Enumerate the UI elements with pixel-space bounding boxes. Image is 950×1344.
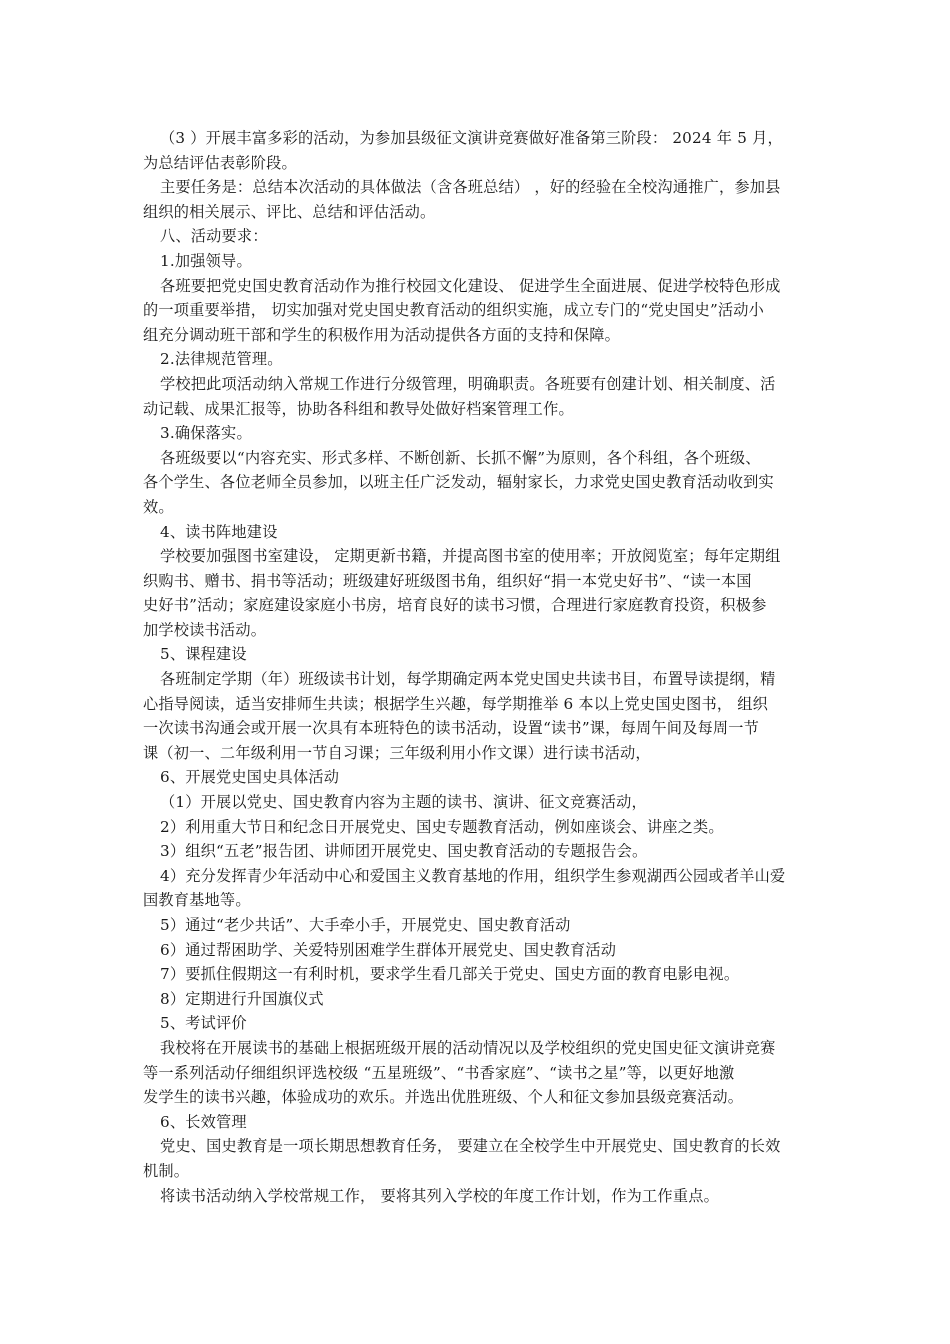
text-line: （1）开展以党史、国史教育内容为主题的读书、演讲、征文竞赛活动， [160, 793, 647, 812]
text-line: 3.确保落实。 [160, 424, 252, 443]
text-line: 7）要抓住假期这一有利时机，要求学生看几部关于党史、国史方面的教育电影电视。 [160, 965, 740, 984]
text-line: 加学校读书活动。 [143, 620, 267, 639]
text-line: 将读书活动纳入学校常规工作， 要将其列入学校的年度工作计划，作为工作重点。 [160, 1186, 719, 1205]
text-line: 各班要把党史国史教育活动作为推行校园文化建设、 促进学生全面进展、促进学校特色形成 [160, 276, 781, 295]
text-line: 3）组织“五老”报告团、讲师团开展党史、国史教育活动的专题报告会。 [160, 842, 648, 861]
text-line: 4）充分发挥青少年活动中心和爱国主义教育基地的作用，组织学生参观湖西公园或者羊山爱 [160, 866, 786, 885]
text-line: 八、活动要求： [160, 227, 268, 246]
text-line: 学校要加强图书室建设， 定期更新书籍，并提高图书室的使用率；开放阅览室；每年定期组 [160, 547, 781, 566]
text-line: 6）通过帮困助学、关爱特别困难学生群体开展党史、国史教育活动 [160, 940, 617, 959]
text-line: 2）利用重大节日和纪念日开展党史、国史专题教育活动，例如座谈会、讲座之类。 [160, 817, 724, 836]
text-line: 课（初一、二年级利用一节自习课；三年级利用小作文课）进行读书活动， [143, 743, 651, 762]
text-line: 5、考试评价 [160, 1014, 247, 1033]
text-line: 1.加强领导。 [160, 251, 252, 270]
text-line: 心指导阅读，适当安排师生共读；根据学生兴趣，每学期推举 6 本以上党史国史图书， 组织 [143, 694, 769, 713]
text-line: 发学生的读书兴趣，体验成功的欢乐。并选出优胜班级、个人和征文参加县级竞赛活动。 [143, 1088, 744, 1107]
text-line: 各个学生、各位老师全员参加，以班主任广泛发动，辐射家长，力求党史国史教育活动收到实 [143, 473, 774, 492]
text-line: 5、课程建设 [160, 645, 247, 664]
document-page [143, 126, 811, 1208]
text-line: 主要任务是：总结本次活动的具体做法（含各班总结） ，好的经验在全校沟通推广，参加县 [160, 178, 781, 197]
text-line: 动记载、成果汇报等，协助各科组和教导处做好档案管理工作。 [143, 399, 574, 418]
text-line: 4、读书阵地建设 [160, 522, 278, 541]
text-line: 织购书、赠书、捐书等活动；班级建好班级图书角，组织好“捐一本党史好书”、“读一本国 [143, 571, 752, 590]
text-line: 机制。 [143, 1161, 190, 1180]
text-line: 各班制定学期（年）班级读书计划，每学期确定两本党史国史共读书目，布置导读提纲，精 [160, 670, 776, 689]
text-line: 各班级要以“内容充实、形式多样、不断创新、长抓不懈”为原则，各个科组，各个班级、 [160, 448, 761, 467]
text-line: 国教育基地等。 [143, 891, 251, 910]
text-line: 效。 [143, 497, 174, 516]
text-line: 8）定期进行升国旗仪式 [160, 989, 324, 1008]
text-line: 组织的相关展示、评比、总结和评估活动。 [143, 202, 436, 221]
text-line: 一次读书沟通会或开展一次具有本班特色的读书活动，设置“读书”课，每周午间及每周一节 [143, 719, 760, 738]
text-line: 党史、国史教育是一项长期思想教育任务， 要建立在全校学生中开展党史、国史教育的长效 [160, 1137, 781, 1156]
text-line: （3 ）开展丰富多彩的活动，为参加县级征文演讲竞赛做好准备第三阶段： 2024 年 5 月， [160, 129, 783, 147]
text-line: 6、长效管理 [160, 1112, 247, 1131]
text-line: 等一系列活动仔细组织评选校级 “五星班级”、“书香家庭”、“读书之星”等，以更好地激 [143, 1063, 735, 1082]
text-line: 5）通过“老少共话”、大手牵小手，开展党史、国史教育活动 [160, 916, 571, 934]
text-line: 史好书”活动；家庭建设家庭小书房，培育良好的读书习惯，合理进行家庭教育投资，积极参 [143, 596, 767, 615]
text-line: 6、开展党史国史具体活动 [160, 768, 340, 787]
text-line: 组充分调动班干部和学生的积极作用为活动提供各方面的支持和保障。 [143, 325, 621, 344]
text-line: 我校将在开展读书的基础上根据班级开展的活动情况以及学校组织的党史国史征文演讲竞赛 [160, 1038, 776, 1057]
text-line: 的一项重要举措， 切实加强对党史国史教育活动的组织实施，成立专门的“党史国史”活动小 [143, 301, 765, 320]
text-line: 为总结评估表彰阶段。 [143, 153, 297, 172]
text-line: 2.法律规范管理。 [160, 350, 283, 369]
text-line: 学校把此项活动纳入常规工作进行分级管理，明确职责。各班要有创建计划、相关制度、活 [160, 374, 776, 393]
